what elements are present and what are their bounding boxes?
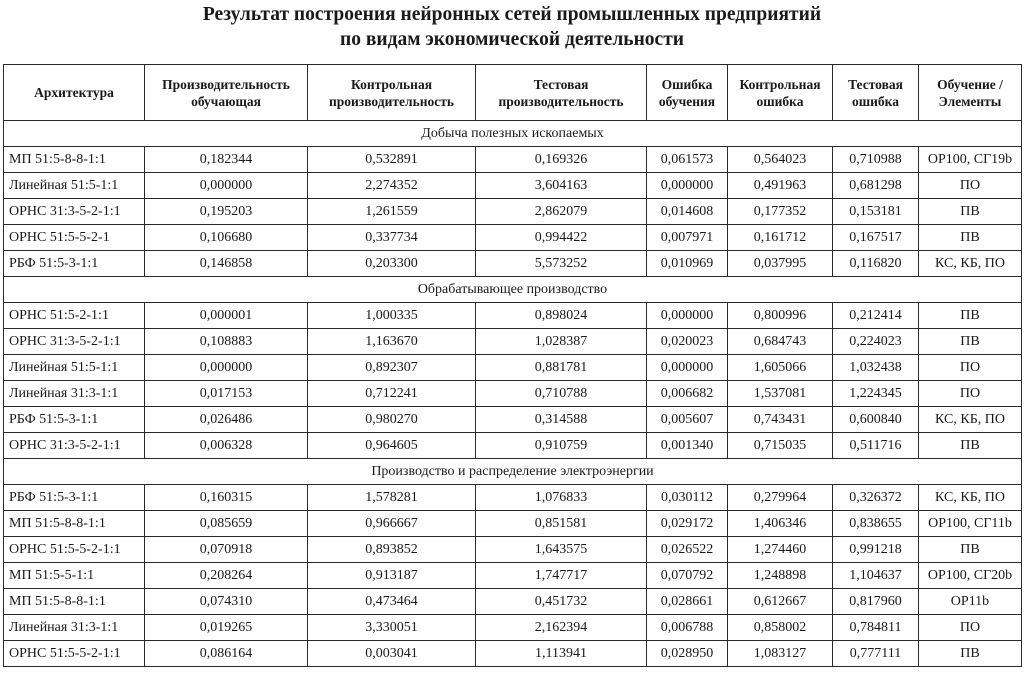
cell-selection-error: 1,406346 bbox=[728, 511, 833, 537]
table-row bbox=[4, 225, 1022, 251]
table-row bbox=[4, 199, 1022, 225]
cell-training-error: 0,070792 bbox=[647, 563, 728, 589]
cell-training-elements: ПО bbox=[919, 615, 1022, 641]
cell-test-error: 0,326372 bbox=[833, 485, 919, 511]
cell-test-error: 0,784811 bbox=[833, 615, 919, 641]
table-row bbox=[4, 381, 1022, 407]
cell-training-error: 0,026522 bbox=[647, 537, 728, 563]
cell-selection-error: 0,491963 bbox=[728, 173, 833, 199]
cell-test-error: 0,600840 bbox=[833, 407, 919, 433]
table-row bbox=[4, 433, 1022, 459]
cell-selection-performance: 2,274352 bbox=[308, 173, 476, 199]
cell-test-performance: 2,862079 bbox=[476, 199, 647, 225]
header-training-error: Ошибка обучения bbox=[647, 65, 728, 121]
cell-training-performance: 0,106680 bbox=[145, 225, 308, 251]
cell-architecture: РБФ 51:5-3-1:1 bbox=[4, 407, 145, 433]
cell-test-performance: 0,451732 bbox=[476, 589, 647, 615]
cell-test-error: 0,224023 bbox=[833, 329, 919, 355]
table-row bbox=[4, 355, 1022, 381]
cell-training-elements: ОР100, СГ19b bbox=[919, 147, 1022, 173]
cell-selection-performance: 0,532891 bbox=[308, 147, 476, 173]
cell-test-error: 0,212414 bbox=[833, 303, 919, 329]
cell-training-performance: 0,085659 bbox=[145, 511, 308, 537]
cell-training-performance: 0,019265 bbox=[145, 615, 308, 641]
cell-selection-error: 0,858002 bbox=[728, 615, 833, 641]
cell-test-performance: 0,314588 bbox=[476, 407, 647, 433]
cell-training-performance: 0,195203 bbox=[145, 199, 308, 225]
cell-architecture: ОРНС 31:3-5-2-1:1 bbox=[4, 199, 145, 225]
table-row bbox=[4, 303, 1022, 329]
table-row bbox=[4, 173, 1022, 199]
table-row bbox=[4, 589, 1022, 615]
cell-selection-performance: 0,473464 bbox=[308, 589, 476, 615]
table-row bbox=[4, 329, 1022, 355]
cell-architecture: ОРНС 31:3-5-2-1:1 bbox=[4, 329, 145, 355]
cell-training-error: 0,006788 bbox=[647, 615, 728, 641]
cell-training-performance: 0,017153 bbox=[145, 381, 308, 407]
cell-test-performance: 1,113941 bbox=[476, 641, 647, 667]
header-selection-performance: Контрольная производительность bbox=[308, 65, 476, 121]
cell-training-elements: ОР11b bbox=[919, 589, 1022, 615]
cell-training-performance: 0,006328 bbox=[145, 433, 308, 459]
table-row bbox=[4, 537, 1022, 563]
cell-selection-error: 1,248898 bbox=[728, 563, 833, 589]
cell-selection-performance: 0,712241 bbox=[308, 381, 476, 407]
cell-test-performance: 0,169326 bbox=[476, 147, 647, 173]
cell-test-error: 0,817960 bbox=[833, 589, 919, 615]
cell-test-performance: 1,028387 bbox=[476, 329, 647, 355]
cell-selection-error: 0,684743 bbox=[728, 329, 833, 355]
cell-test-performance: 1,643575 bbox=[476, 537, 647, 563]
table-row bbox=[4, 511, 1022, 537]
cell-training-elements: ПВ bbox=[919, 433, 1022, 459]
header-architecture: Архитектура bbox=[4, 65, 145, 121]
cell-training-elements: ПВ bbox=[919, 329, 1022, 355]
cell-architecture: МП 51:5-8-8-1:1 bbox=[4, 589, 145, 615]
cell-training-elements: ПО bbox=[919, 381, 1022, 407]
cell-training-error: 0,007971 bbox=[647, 225, 728, 251]
cell-training-error: 0,010969 bbox=[647, 251, 728, 277]
cell-selection-error: 0,715035 bbox=[728, 433, 833, 459]
cell-selection-error: 0,612667 bbox=[728, 589, 833, 615]
cell-training-error: 0,029172 bbox=[647, 511, 728, 537]
cell-selection-error: 0,564023 bbox=[728, 147, 833, 173]
cell-training-elements: КС, КБ, ПО bbox=[919, 407, 1022, 433]
cell-test-error: 0,681298 bbox=[833, 173, 919, 199]
cell-test-error: 1,104637 bbox=[833, 563, 919, 589]
cell-architecture: РБФ 51:5-3-1:1 bbox=[4, 251, 145, 277]
cell-selection-performance: 0,203300 bbox=[308, 251, 476, 277]
cell-selection-error: 0,177352 bbox=[728, 199, 833, 225]
cell-selection-error: 0,279964 bbox=[728, 485, 833, 511]
cell-selection-performance: 1,000335 bbox=[308, 303, 476, 329]
cell-test-performance: 1,747717 bbox=[476, 563, 647, 589]
cell-training-elements: КС, КБ, ПО bbox=[919, 485, 1022, 511]
cell-test-performance: 0,710788 bbox=[476, 381, 647, 407]
header-row bbox=[4, 65, 1022, 121]
results-table bbox=[3, 64, 1022, 667]
cell-test-performance: 0,910759 bbox=[476, 433, 647, 459]
cell-architecture: ОРНС 51:5-2-1:1 bbox=[4, 303, 145, 329]
cell-architecture: МП 51:5-5-1:1 bbox=[4, 563, 145, 589]
cell-selection-performance: 1,261559 bbox=[308, 199, 476, 225]
section-row bbox=[4, 459, 1022, 485]
cell-training-performance: 0,086164 bbox=[145, 641, 308, 667]
cell-test-performance: 2,162394 bbox=[476, 615, 647, 641]
cell-training-error: 0,028661 bbox=[647, 589, 728, 615]
cell-training-elements: ПВ bbox=[919, 199, 1022, 225]
cell-training-elements: ПВ bbox=[919, 225, 1022, 251]
cell-test-performance: 1,076833 bbox=[476, 485, 647, 511]
cell-architecture: РБФ 51:5-3-1:1 bbox=[4, 485, 145, 511]
cell-selection-performance: 0,964605 bbox=[308, 433, 476, 459]
cell-selection-error: 1,083127 bbox=[728, 641, 833, 667]
section-title: Добыча полезных ископаемых bbox=[4, 121, 1022, 147]
section-title: Производство и распределение электроэнергии bbox=[4, 459, 1022, 485]
table-row bbox=[4, 563, 1022, 589]
cell-training-performance: 0,208264 bbox=[145, 563, 308, 589]
cell-test-error: 0,116820 bbox=[833, 251, 919, 277]
cell-test-performance: 0,851581 bbox=[476, 511, 647, 537]
cell-training-error: 0,014608 bbox=[647, 199, 728, 225]
cell-training-error: 0,001340 bbox=[647, 433, 728, 459]
cell-training-performance: 0,000000 bbox=[145, 355, 308, 381]
cell-selection-error: 0,800996 bbox=[728, 303, 833, 329]
cell-test-performance: 0,994422 bbox=[476, 225, 647, 251]
table-row bbox=[4, 407, 1022, 433]
cell-test-error: 0,991218 bbox=[833, 537, 919, 563]
title-line-1: Результат построения нейронных сетей промышленных предприятий bbox=[202, 4, 822, 25]
header-training-performance: Производительность обучающая bbox=[145, 65, 308, 121]
cell-selection-performance: 0,980270 bbox=[308, 407, 476, 433]
cell-test-error: 0,710988 bbox=[833, 147, 919, 173]
cell-training-performance: 0,000001 bbox=[145, 303, 308, 329]
cell-training-elements: КС, КБ, ПО bbox=[919, 251, 1022, 277]
cell-test-performance: 3,604163 bbox=[476, 173, 647, 199]
section-title: Обрабатывающее производство bbox=[4, 277, 1022, 303]
cell-test-error: 0,153181 bbox=[833, 199, 919, 225]
table-row bbox=[4, 641, 1022, 667]
cell-architecture: ОРНС 51:5-5-2-1 bbox=[4, 225, 145, 251]
cell-training-performance: 0,146858 bbox=[145, 251, 308, 277]
cell-selection-performance: 0,913187 bbox=[308, 563, 476, 589]
cell-training-error: 0,061573 bbox=[647, 147, 728, 173]
cell-training-performance: 0,000000 bbox=[145, 173, 308, 199]
cell-training-performance: 0,074310 bbox=[145, 589, 308, 615]
cell-architecture: ОРНС 51:5-5-2-1:1 bbox=[4, 537, 145, 563]
section-row bbox=[4, 121, 1022, 147]
cell-architecture: ОРНС 31:3-5-2-1:1 bbox=[4, 433, 145, 459]
section-row bbox=[4, 277, 1022, 303]
header-training-elements: Обучение / Элементы bbox=[919, 65, 1022, 121]
cell-selection-performance: 0,892307 bbox=[308, 355, 476, 381]
header-test-performance: Тестовая производительность bbox=[476, 65, 647, 121]
header-test-error: Тестовая ошибка bbox=[833, 65, 919, 121]
cell-selection-error: 0,743431 bbox=[728, 407, 833, 433]
cell-training-error: 0,005607 bbox=[647, 407, 728, 433]
cell-architecture: МП 51:5-8-8-1:1 bbox=[4, 511, 145, 537]
cell-training-error: 0,000000 bbox=[647, 173, 728, 199]
table-row bbox=[4, 251, 1022, 277]
cell-training-elements: ПВ bbox=[919, 303, 1022, 329]
table-row bbox=[4, 147, 1022, 173]
cell-training-performance: 0,026486 bbox=[145, 407, 308, 433]
cell-test-error: 0,777111 bbox=[833, 641, 919, 667]
cell-selection-error: 0,161712 bbox=[728, 225, 833, 251]
cell-training-elements: ОР100, СГ11b bbox=[919, 511, 1022, 537]
cell-architecture: ОРНС 51:5-5-2-1:1 bbox=[4, 641, 145, 667]
cell-selection-performance: 0,337734 bbox=[308, 225, 476, 251]
cell-architecture: Линейная 31:3-1:1 bbox=[4, 381, 145, 407]
cell-architecture: Линейная 51:5-1:1 bbox=[4, 355, 145, 381]
cell-test-performance: 5,573252 bbox=[476, 251, 647, 277]
cell-test-error: 0,511716 bbox=[833, 433, 919, 459]
cell-architecture: Линейная 31:3-1:1 bbox=[4, 615, 145, 641]
cell-selection-performance: 0,003041 bbox=[308, 641, 476, 667]
document-title bbox=[0, 2, 1024, 52]
cell-training-performance: 0,160315 bbox=[145, 485, 308, 511]
cell-selection-performance: 0,893852 bbox=[308, 537, 476, 563]
cell-selection-error: 1,605066 bbox=[728, 355, 833, 381]
cell-training-error: 0,030112 bbox=[647, 485, 728, 511]
cell-training-performance: 0,108883 bbox=[145, 329, 308, 355]
cell-training-error: 0,006682 bbox=[647, 381, 728, 407]
header-selection-error: Контрольная ошибка bbox=[728, 65, 833, 121]
cell-training-error: 0,000000 bbox=[647, 355, 728, 381]
table-row bbox=[4, 615, 1022, 641]
cell-training-elements: ПВ bbox=[919, 641, 1022, 667]
cell-architecture: МП 51:5-8-8-1:1 bbox=[4, 147, 145, 173]
table-body bbox=[4, 121, 1022, 667]
cell-selection-performance: 1,163670 bbox=[308, 329, 476, 355]
cell-selection-performance: 0,966667 bbox=[308, 511, 476, 537]
cell-training-performance: 0,182344 bbox=[145, 147, 308, 173]
cell-selection-performance: 3,330051 bbox=[308, 615, 476, 641]
cell-test-performance: 0,898024 bbox=[476, 303, 647, 329]
table-row bbox=[4, 485, 1022, 511]
cell-selection-error: 1,537081 bbox=[728, 381, 833, 407]
cell-test-error: 1,224345 bbox=[833, 381, 919, 407]
cell-training-elements: ПО bbox=[919, 173, 1022, 199]
cell-selection-error: 0,037995 bbox=[728, 251, 833, 277]
cell-test-error: 0,167517 bbox=[833, 225, 919, 251]
cell-training-elements: ОР100, СГ20b bbox=[919, 563, 1022, 589]
cell-test-performance: 0,881781 bbox=[476, 355, 647, 381]
cell-test-error: 1,032438 bbox=[833, 355, 919, 381]
cell-architecture: Линейная 51:5-1:1 bbox=[4, 173, 145, 199]
cell-training-error: 0,028950 bbox=[647, 641, 728, 667]
cell-training-error: 0,000000 bbox=[647, 303, 728, 329]
cell-selection-error: 1,274460 bbox=[728, 537, 833, 563]
cell-selection-performance: 1,578281 bbox=[308, 485, 476, 511]
cell-training-error: 0,020023 bbox=[647, 329, 728, 355]
cell-training-performance: 0,070918 bbox=[145, 537, 308, 563]
cell-training-elements: ПО bbox=[919, 355, 1022, 381]
cell-training-elements: ПВ bbox=[919, 537, 1022, 563]
title-line-2: по видам экономической деятельности bbox=[339, 29, 685, 50]
cell-test-error: 0,838655 bbox=[833, 511, 919, 537]
